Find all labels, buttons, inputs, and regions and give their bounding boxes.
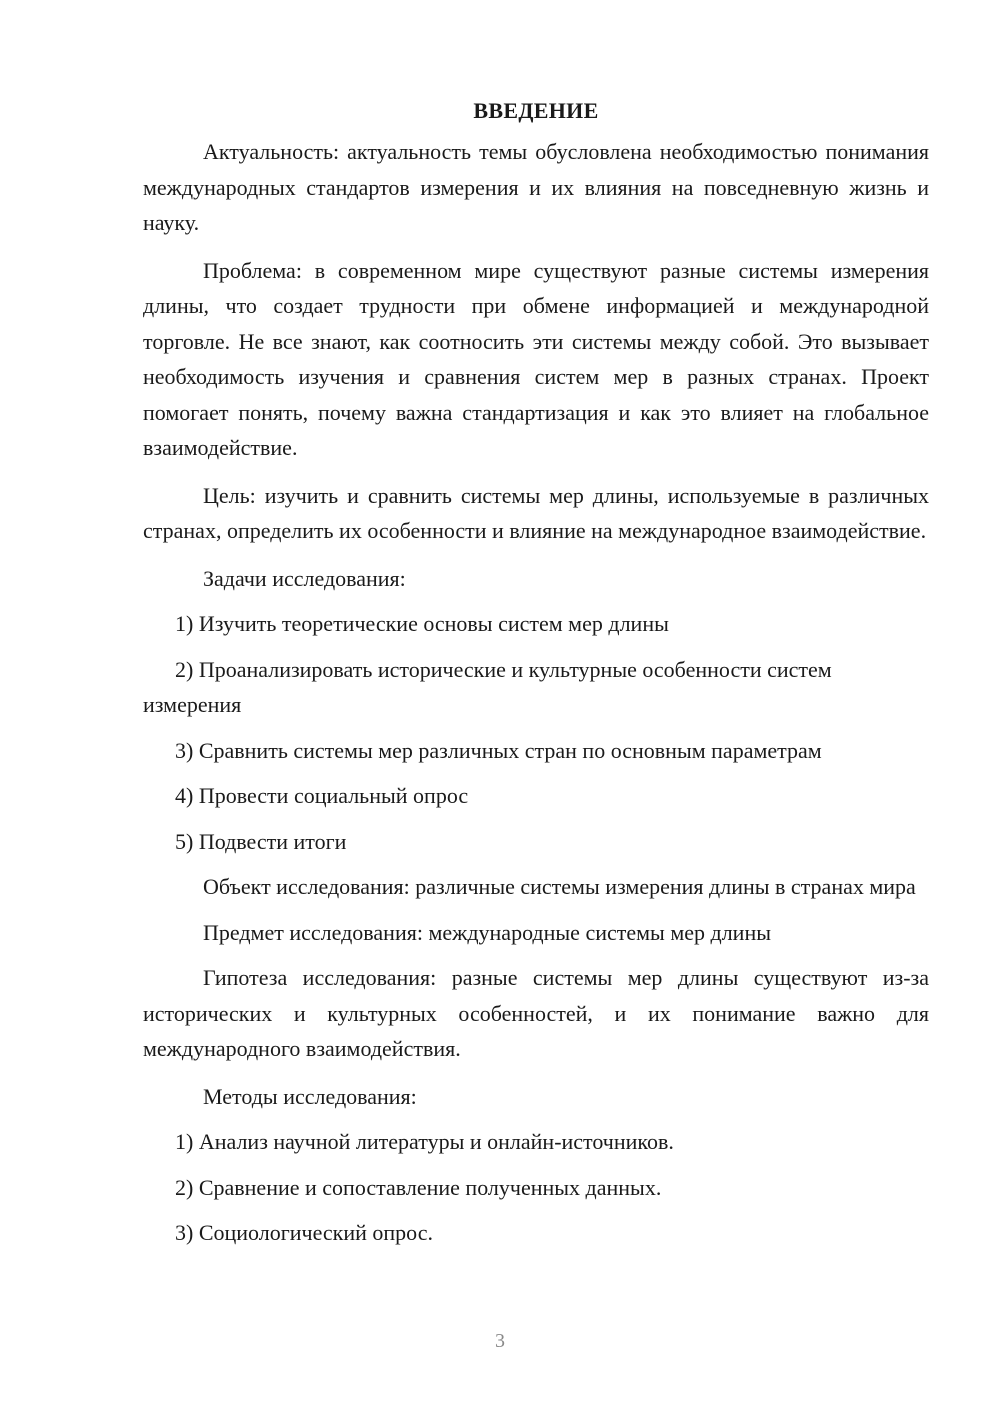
- document-page: [143, 94, 929, 1261]
- list-item: 1) Изучить теоретические основы систем мер длины: [175, 611, 669, 636]
- list-item: 3) Социологический опрос.: [175, 1220, 433, 1245]
- subject-paragraph: Предмет исследования: международные системы мер длины: [203, 919, 772, 945]
- methods-list: [143, 1124, 929, 1251]
- list-item: 4) Провести социальный опрос: [175, 783, 469, 808]
- list-item: 5) Подвести итоги: [175, 828, 347, 854]
- goal-paragraph: Цель: изучить и сравнить системы мер длины, используемые в различных странах, определить их особенности и влияние на международное взаимодействие.: [143, 482, 929, 543]
- problem-paragraph: Проблема: в современном мире существуют разные системы измерения длины, что создает трудности при обмене информацией и международной торговле. Не все знают, как соотносить эти системы между собой. Это вызывает необходимость изучения и сравнения систем мер в разных странах. Проект помогает понять, почему важна стандартизация и как это влияет на глобальное взаимодействие.: [143, 257, 929, 460]
- page-number: 3: [495, 1330, 505, 1352]
- relevance-paragraph: Актуальность: актуальность темы обусловлена необходимостью понимания международных стандартов измерения и их влияния на повседневную жизнь и науку.: [143, 139, 929, 235]
- list-item: 1) Анализ научной литературы и онлайн-источников.: [175, 1129, 674, 1154]
- object-paragraph: Объект исследования: различные системы измерения длины в странах мира: [203, 874, 916, 899]
- list-item: 2) Сравнение и сопоставление полученных данных.: [175, 1174, 662, 1200]
- methods-heading: Методы исследования:: [203, 1083, 417, 1109]
- tasks-heading: Задачи исследования:: [203, 565, 406, 591]
- list-item: 3) Сравнить системы мер различных стран по основным параметрам: [175, 737, 822, 763]
- hypothesis-paragraph: Гипотеза исследования: разные системы мер длины существуют из-за исторических и культурных особенностей, и их понимание важно для международного взаимодействия.: [143, 965, 929, 1061]
- tasks-list: [143, 606, 929, 859]
- page-title: ВВЕДЕНИЕ: [473, 98, 599, 123]
- list-item: 2) Проанализировать исторические и культурные особенности систем измерения: [143, 656, 832, 717]
